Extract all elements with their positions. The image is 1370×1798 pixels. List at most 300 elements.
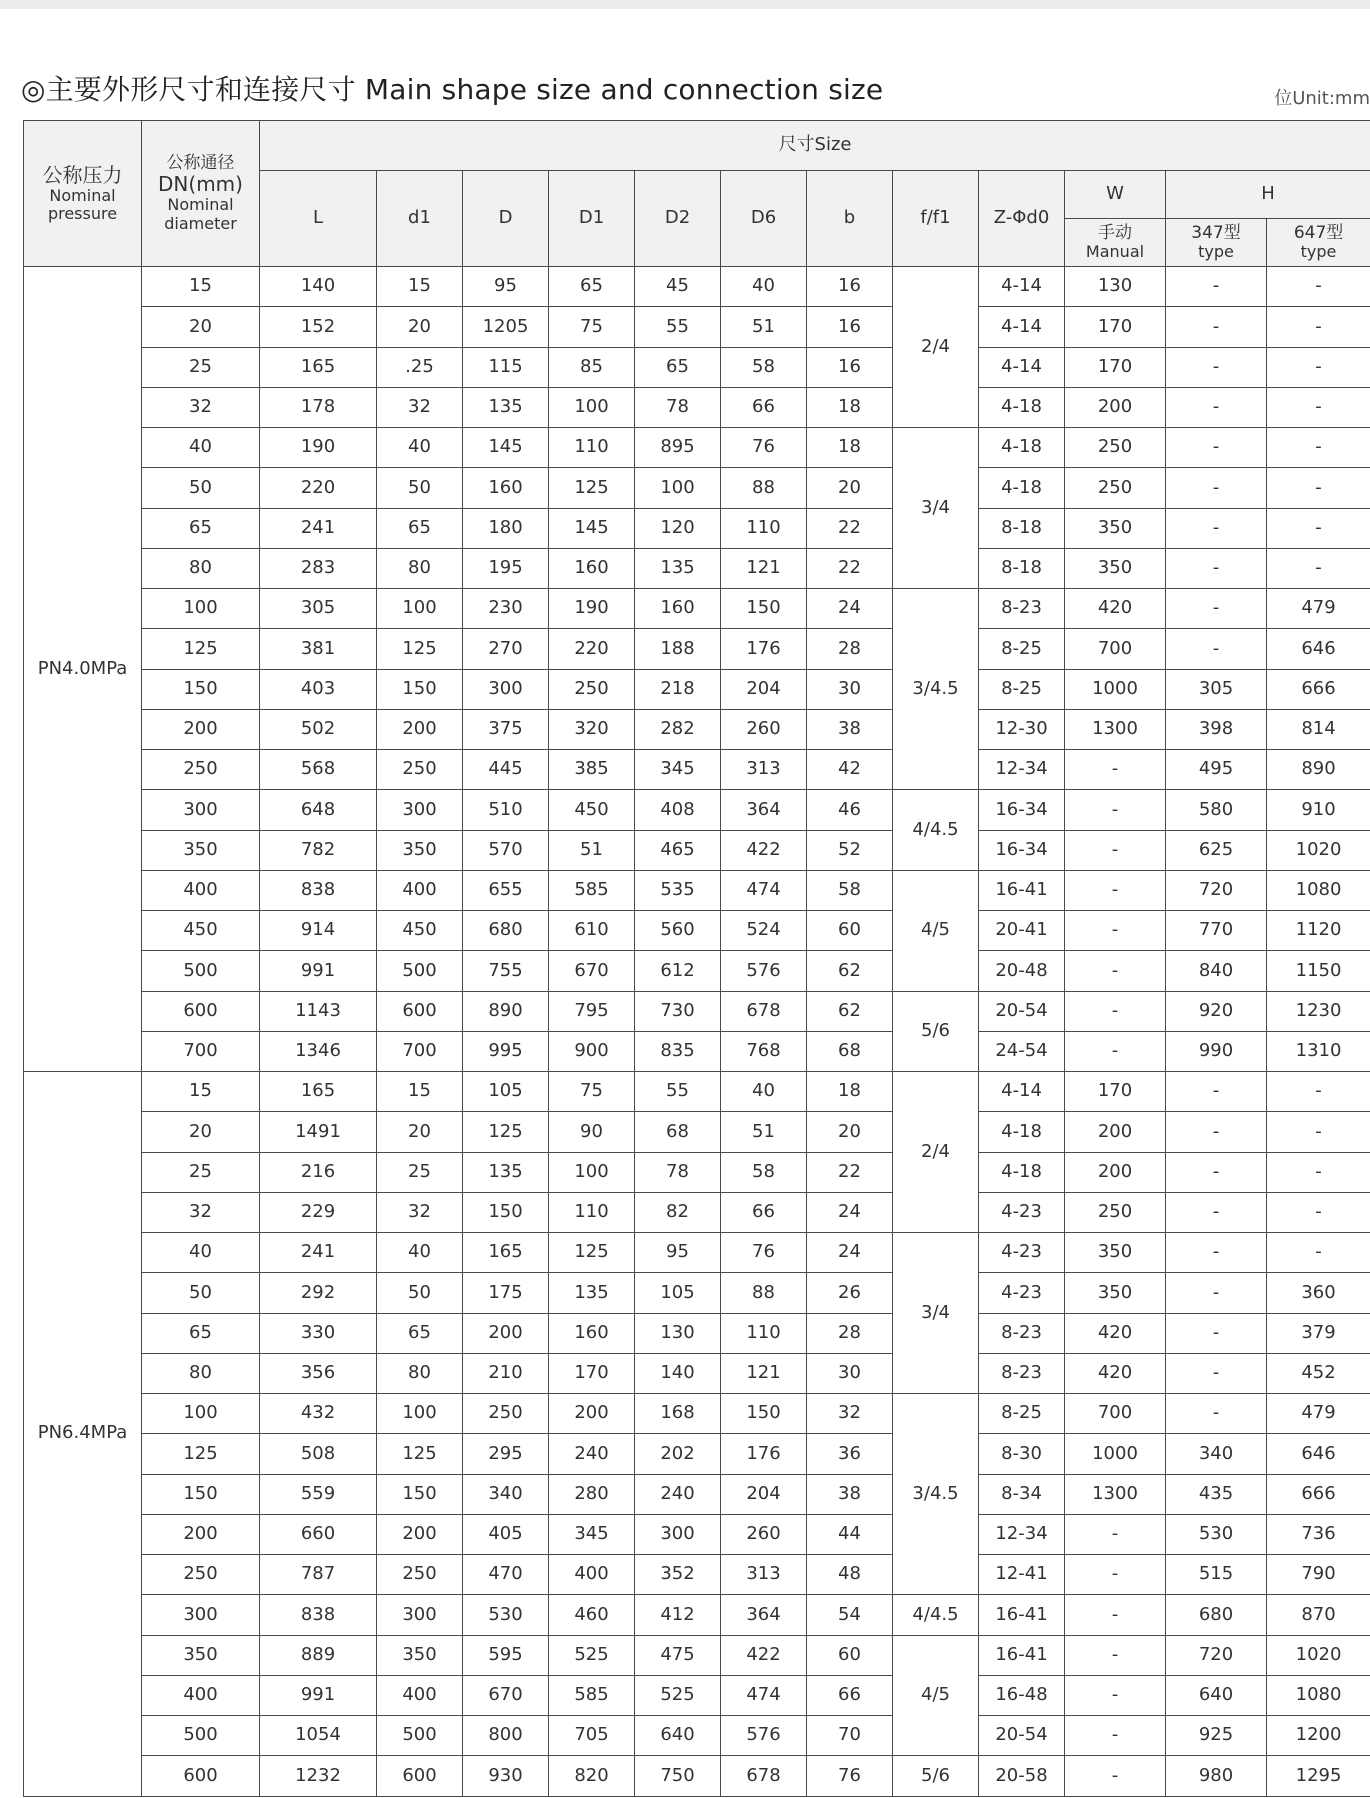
cell-D6: 40 [721, 1072, 807, 1112]
cell-dn: 700 [142, 1031, 260, 1071]
cell-w-manual: - [1065, 1555, 1166, 1595]
cell-d1: 65 [377, 1313, 463, 1353]
cell-dn: 20 [142, 1112, 260, 1152]
cell-w-manual: - [1065, 790, 1166, 830]
cell-D1: 51 [549, 830, 635, 870]
cell-h-647: 910 [1267, 790, 1370, 830]
cell-D6: 66 [721, 1192, 807, 1232]
cell-D2: 68 [635, 1112, 721, 1152]
table-row [24, 1675, 1370, 1715]
cell-z: 20-54 [979, 991, 1065, 1031]
cell-h-347: 770 [1166, 911, 1267, 951]
cell-dn: 150 [142, 669, 260, 709]
cell-b: 28 [807, 1313, 893, 1353]
cell-z: 8-18 [979, 508, 1065, 548]
table-row [24, 1716, 1370, 1756]
cell-z: 12-34 [979, 750, 1065, 790]
cell-D6: 524 [721, 911, 807, 951]
table-row [24, 1555, 1370, 1595]
cell-b: 20 [807, 468, 893, 508]
cell-h-647: - [1267, 1152, 1370, 1192]
table-row [24, 1353, 1370, 1393]
table-row [24, 991, 1370, 1031]
cell-w-manual: - [1065, 1675, 1166, 1715]
cell-L: 1143 [260, 991, 377, 1031]
cell-d1: 125 [377, 1434, 463, 1474]
cell-w-manual: 350 [1065, 548, 1166, 588]
cell-h-647: 452 [1267, 1353, 1370, 1393]
cell-z: 16-41 [979, 870, 1065, 910]
cell-b: 18 [807, 387, 893, 427]
cell-D1: 450 [549, 790, 635, 830]
table-row [24, 468, 1370, 508]
cell-b: 54 [807, 1595, 893, 1635]
cell-d1: 250 [377, 750, 463, 790]
cell-D2: 82 [635, 1192, 721, 1232]
cell-b: 42 [807, 750, 893, 790]
cell-w-manual: - [1065, 911, 1166, 951]
cell-L: 241 [260, 1233, 377, 1273]
cell-b: 26 [807, 1273, 893, 1313]
cell-L: 782 [260, 830, 377, 870]
dimension-table [23, 120, 1370, 1797]
cell-w-manual: 420 [1065, 1313, 1166, 1353]
cell-D: 200 [463, 1313, 549, 1353]
cell-L: 229 [260, 1192, 377, 1232]
cell-D: 1205 [463, 307, 549, 347]
table-row [24, 1394, 1370, 1434]
cell-z: 4-23 [979, 1192, 1065, 1232]
cell-z: 12-34 [979, 1514, 1065, 1554]
cell-h-347: 920 [1166, 991, 1267, 1031]
cell-d1: 500 [377, 951, 463, 991]
header-L: L [260, 171, 377, 267]
cell-D: 145 [463, 428, 549, 468]
cell-h-347: - [1166, 1394, 1267, 1434]
cell-d1: 200 [377, 1514, 463, 1554]
cell-D1: 525 [549, 1635, 635, 1675]
cell-D: 135 [463, 387, 549, 427]
cell-D: 300 [463, 669, 549, 709]
cell-dn: 40 [142, 428, 260, 468]
cell-D: 375 [463, 709, 549, 749]
cell-w-manual: - [1065, 1595, 1166, 1635]
cell-h-647: - [1267, 468, 1370, 508]
cell-b: 60 [807, 1635, 893, 1675]
cell-h-647: 379 [1267, 1313, 1370, 1353]
cell-d1: 20 [377, 307, 463, 347]
cell-f-f1: 3/4 [893, 1233, 979, 1394]
cell-b: 36 [807, 1434, 893, 1474]
cell-dn: 400 [142, 1675, 260, 1715]
table-row [24, 1756, 1370, 1796]
cell-D1: 75 [549, 307, 635, 347]
cell-w-manual: - [1065, 750, 1166, 790]
cell-dn: 25 [142, 1152, 260, 1192]
cell-z: 24-54 [979, 1031, 1065, 1071]
table-row [24, 709, 1370, 749]
cell-D1: 320 [549, 709, 635, 749]
cell-h-347: 625 [1166, 830, 1267, 870]
cell-D6: 364 [721, 1595, 807, 1635]
cell-h-647: 890 [1267, 750, 1370, 790]
cell-b: 70 [807, 1716, 893, 1756]
cell-z: 4-14 [979, 1072, 1065, 1112]
table-header [24, 121, 1370, 267]
cell-z: 16-34 [979, 790, 1065, 830]
cell-b: 62 [807, 991, 893, 1031]
cell-z: 4-14 [979, 307, 1065, 347]
cell-h-647: 1150 [1267, 951, 1370, 991]
cell-dn: 250 [142, 750, 260, 790]
cell-D2: 45 [635, 267, 721, 307]
cell-D6: 576 [721, 951, 807, 991]
cell-z: 4-14 [979, 267, 1065, 307]
table-row [24, 1474, 1370, 1514]
cell-h-347: - [1166, 267, 1267, 307]
cell-D6: 204 [721, 1474, 807, 1514]
cell-b: 68 [807, 1031, 893, 1071]
cell-dn: 200 [142, 1514, 260, 1554]
cell-dn: 32 [142, 387, 260, 427]
cell-h-347: - [1166, 387, 1267, 427]
table-row [24, 347, 1370, 387]
cell-w-manual: 130 [1065, 267, 1166, 307]
table-row [24, 1273, 1370, 1313]
cell-L: 787 [260, 1555, 377, 1595]
cell-dn: 125 [142, 629, 260, 669]
cell-z: 8-23 [979, 589, 1065, 629]
cell-D1: 460 [549, 1595, 635, 1635]
cell-L: 559 [260, 1474, 377, 1514]
cell-d1: 100 [377, 589, 463, 629]
table-row [24, 1313, 1370, 1353]
cell-h-347: 435 [1166, 1474, 1267, 1514]
cell-h-347: 720 [1166, 1635, 1267, 1675]
cell-L: 1054 [260, 1716, 377, 1756]
cell-dn: 80 [142, 548, 260, 588]
header-347-type: 347型 type [1166, 219, 1267, 267]
cell-L: 140 [260, 267, 377, 307]
header-W: W [1065, 171, 1166, 219]
cell-D1: 280 [549, 1474, 635, 1514]
cell-b: 20 [807, 1112, 893, 1152]
cell-D6: 88 [721, 1273, 807, 1313]
cell-D1: 345 [549, 1514, 635, 1554]
cell-dn: 80 [142, 1353, 260, 1393]
cell-d1: 400 [377, 870, 463, 910]
cell-D: 890 [463, 991, 549, 1031]
cell-f-f1: 5/6 [893, 1756, 979, 1796]
cell-L: 914 [260, 911, 377, 951]
table-row [24, 669, 1370, 709]
cell-d1: 15 [377, 1072, 463, 1112]
cell-D6: 474 [721, 870, 807, 910]
cell-h-347: - [1166, 1072, 1267, 1112]
cell-w-manual: 250 [1065, 428, 1166, 468]
cell-D6: 260 [721, 1514, 807, 1554]
cell-d1: 40 [377, 1233, 463, 1273]
cell-h-347: 990 [1166, 1031, 1267, 1071]
cell-D2: 135 [635, 548, 721, 588]
cell-z: 20-41 [979, 911, 1065, 951]
cell-h-347: 980 [1166, 1756, 1267, 1796]
cell-D: 800 [463, 1716, 549, 1756]
cell-D2: 612 [635, 951, 721, 991]
cell-L: 330 [260, 1313, 377, 1353]
cell-d1: 50 [377, 468, 463, 508]
cell-h-347: 530 [1166, 1514, 1267, 1554]
cell-D1: 160 [549, 1313, 635, 1353]
cell-D: 250 [463, 1394, 549, 1434]
cell-h-647: 1080 [1267, 1675, 1370, 1715]
cell-b: 60 [807, 911, 893, 951]
cell-L: 1346 [260, 1031, 377, 1071]
cell-D1: 670 [549, 951, 635, 991]
cell-L: 1491 [260, 1112, 377, 1152]
unit-label: 位Unit:mm [1274, 88, 1370, 109]
cell-h-347: - [1166, 508, 1267, 548]
cell-L: 292 [260, 1273, 377, 1313]
cell-d1: 150 [377, 1474, 463, 1514]
cell-D1: 610 [549, 911, 635, 951]
cell-d1: 80 [377, 1353, 463, 1393]
cell-L: 216 [260, 1152, 377, 1192]
cell-D6: 313 [721, 1555, 807, 1595]
cell-D2: 525 [635, 1675, 721, 1715]
cell-h-647: 1200 [1267, 1716, 1370, 1756]
cell-h-347: - [1166, 1313, 1267, 1353]
cell-D1: 160 [549, 548, 635, 588]
cell-D2: 730 [635, 991, 721, 1031]
cell-D6: 204 [721, 669, 807, 709]
cell-d1: 40 [377, 428, 463, 468]
table-row [24, 508, 1370, 548]
cell-D: 405 [463, 1514, 549, 1554]
table-row [24, 870, 1370, 910]
cell-h-347: - [1166, 589, 1267, 629]
cell-d1: 400 [377, 1675, 463, 1715]
table-body [24, 267, 1370, 1797]
cell-h-347: - [1166, 548, 1267, 588]
cell-z: 8-25 [979, 669, 1065, 709]
header-nominal-diameter: 公称通径 DN(mm) Nominal diameter [142, 121, 260, 267]
cell-w-manual: 250 [1065, 1192, 1166, 1232]
cell-d1: 600 [377, 991, 463, 1031]
cell-D2: 160 [635, 589, 721, 629]
table-row [24, 1434, 1370, 1474]
cell-h-647: - [1267, 267, 1370, 307]
cell-z: 8-30 [979, 1434, 1065, 1474]
cell-b: 46 [807, 790, 893, 830]
cell-dn: 32 [142, 1192, 260, 1232]
cell-w-manual: 1300 [1065, 709, 1166, 749]
cell-dn: 50 [142, 468, 260, 508]
cell-D6: 58 [721, 347, 807, 387]
cell-dn: 20 [142, 307, 260, 347]
cell-w-manual: - [1065, 1031, 1166, 1071]
cell-f-f1: 4/4.5 [893, 1595, 979, 1635]
pressure-cell: PN6.4MPa [24, 1072, 142, 1797]
cell-z: 16-34 [979, 830, 1065, 870]
cell-dn: 350 [142, 830, 260, 870]
cell-f-f1: 5/6 [893, 991, 979, 1072]
table-row [24, 548, 1370, 588]
cell-D1: 125 [549, 468, 635, 508]
cell-D6: 313 [721, 750, 807, 790]
header-f-f1: f/f1 [893, 171, 979, 267]
cell-h-647: 1295 [1267, 1756, 1370, 1796]
cell-D: 295 [463, 1434, 549, 1474]
cell-D1: 385 [549, 750, 635, 790]
cell-z: 20-58 [979, 1756, 1065, 1796]
cell-L: 502 [260, 709, 377, 749]
cell-D6: 150 [721, 589, 807, 629]
cell-D6: 76 [721, 428, 807, 468]
cell-w-manual: 1000 [1065, 669, 1166, 709]
cell-L: 1232 [260, 1756, 377, 1796]
cell-D: 670 [463, 1675, 549, 1715]
cell-D2: 465 [635, 830, 721, 870]
cell-D1: 200 [549, 1394, 635, 1434]
cell-d1: 15 [377, 267, 463, 307]
cell-h-647: 1020 [1267, 1635, 1370, 1675]
top-band [0, 0, 1370, 9]
cell-L: 838 [260, 870, 377, 910]
cell-D: 230 [463, 589, 549, 629]
cell-D: 445 [463, 750, 549, 790]
table-row [24, 1635, 1370, 1675]
cell-d1: 350 [377, 830, 463, 870]
cell-w-manual: 170 [1065, 1072, 1166, 1112]
cell-dn: 125 [142, 1434, 260, 1474]
cell-z: 8-23 [979, 1353, 1065, 1393]
cell-D2: 218 [635, 669, 721, 709]
cell-d1: 100 [377, 1394, 463, 1434]
cell-L: 991 [260, 1675, 377, 1715]
cell-D2: 100 [635, 468, 721, 508]
cell-d1: 500 [377, 1716, 463, 1756]
cell-D1: 400 [549, 1555, 635, 1595]
cell-D6: 678 [721, 1756, 807, 1796]
cell-h-647: 479 [1267, 1394, 1370, 1434]
table-row [24, 750, 1370, 790]
cell-b: 24 [807, 1192, 893, 1232]
pressure-cell: PN4.0MPa [24, 267, 142, 1072]
cell-D: 105 [463, 1072, 549, 1112]
cell-D2: 560 [635, 911, 721, 951]
cell-h-347: 398 [1166, 709, 1267, 749]
cell-w-manual: 200 [1065, 387, 1166, 427]
table-row [24, 428, 1370, 468]
cell-D2: 65 [635, 347, 721, 387]
cell-D6: 40 [721, 267, 807, 307]
cell-z: 8-18 [979, 548, 1065, 588]
cell-h-647: - [1267, 548, 1370, 588]
cell-b: 24 [807, 589, 893, 629]
cell-w-manual: - [1065, 1514, 1166, 1554]
cell-d1: 300 [377, 1595, 463, 1635]
table-row [24, 1192, 1370, 1232]
cell-D: 655 [463, 870, 549, 910]
cell-w-manual: - [1065, 991, 1166, 1031]
cell-D6: 260 [721, 709, 807, 749]
cell-h-347: - [1166, 1152, 1267, 1192]
cell-L: 165 [260, 1072, 377, 1112]
cell-D2: 120 [635, 508, 721, 548]
cell-D6: 150 [721, 1394, 807, 1434]
cell-L: 991 [260, 951, 377, 991]
cell-D: 995 [463, 1031, 549, 1071]
cell-dn: 15 [142, 1072, 260, 1112]
table-row [24, 1031, 1370, 1071]
cell-D: 595 [463, 1635, 549, 1675]
header-H: H [1166, 171, 1370, 219]
cell-z: 16-48 [979, 1675, 1065, 1715]
cell-d1: 250 [377, 1555, 463, 1595]
cell-h-647: 814 [1267, 709, 1370, 749]
cell-L: 508 [260, 1434, 377, 1474]
cell-D1: 125 [549, 1233, 635, 1273]
cell-h-647: 666 [1267, 669, 1370, 709]
cell-L: 889 [260, 1635, 377, 1675]
cell-D: 180 [463, 508, 549, 548]
table-row [24, 790, 1370, 830]
cell-L: 660 [260, 1514, 377, 1554]
cell-L: 838 [260, 1595, 377, 1635]
cell-D6: 76 [721, 1233, 807, 1273]
cell-w-manual: - [1065, 1635, 1166, 1675]
cell-f-f1: 4/5 [893, 1635, 979, 1756]
cell-L: 432 [260, 1394, 377, 1434]
cell-d1: 150 [377, 669, 463, 709]
cell-dn: 100 [142, 589, 260, 629]
cell-d1: 600 [377, 1756, 463, 1796]
cell-h-347: - [1166, 347, 1267, 387]
cell-z: 8-25 [979, 1394, 1065, 1434]
cell-D1: 240 [549, 1434, 635, 1474]
cell-d1: 350 [377, 1635, 463, 1675]
cell-h-647: 1310 [1267, 1031, 1370, 1071]
cell-b: 76 [807, 1756, 893, 1796]
cell-b: 52 [807, 830, 893, 870]
cell-D2: 408 [635, 790, 721, 830]
cell-d1: 125 [377, 629, 463, 669]
cell-D: 135 [463, 1152, 549, 1192]
cell-z: 4-18 [979, 468, 1065, 508]
cell-f-f1: 4/4.5 [893, 790, 979, 871]
cell-f-f1: 3/4 [893, 428, 979, 589]
cell-w-manual: - [1065, 870, 1166, 910]
cell-h-647: - [1267, 1112, 1370, 1152]
cell-D1: 110 [549, 428, 635, 468]
cell-h-347: 840 [1166, 951, 1267, 991]
cell-dn: 100 [142, 1394, 260, 1434]
cell-w-manual: - [1065, 951, 1166, 991]
cell-L: 403 [260, 669, 377, 709]
cell-h-647: - [1267, 347, 1370, 387]
cell-dn: 300 [142, 1595, 260, 1635]
table-row [24, 1072, 1370, 1112]
cell-w-manual: 1300 [1065, 1474, 1166, 1514]
cell-D6: 176 [721, 1434, 807, 1474]
cell-d1: 700 [377, 1031, 463, 1071]
cell-w-manual: 350 [1065, 508, 1166, 548]
cell-D2: 640 [635, 1716, 721, 1756]
cell-dn: 40 [142, 1233, 260, 1273]
cell-d1: 300 [377, 790, 463, 830]
table-row [24, 1514, 1370, 1554]
